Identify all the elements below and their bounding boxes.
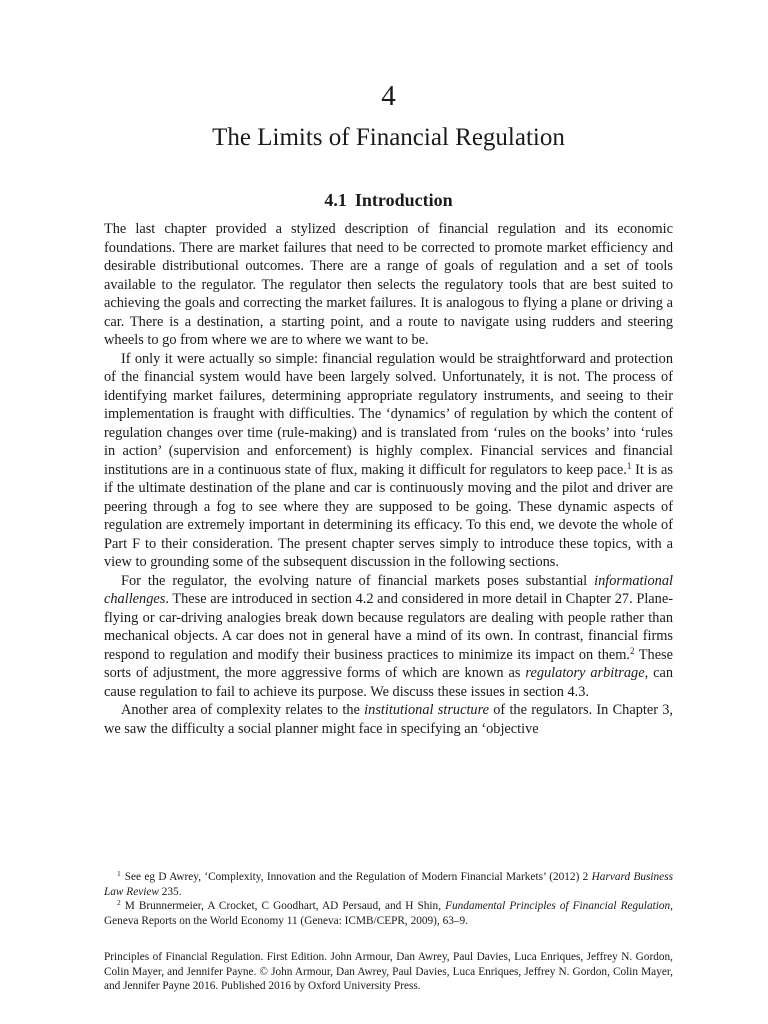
copyright-notice: Principles of Financial Regulation. First Edition. John Armour, Dan Awrey, Paul Davies, Luca Enriques, Jeffrey N. Gordon, Colin Mayer, and Jennifer Payne. © John Armour, Dan Awrey, Paul Davies, Luca Enriques, Jeffrey N. Gordon, Colin Mayer, and Jennifer Payne 2016. Published 2016 by Oxford University Press. xyxy=(104,951,673,992)
text-run: M Brunnermeier, A Crocket, C Goodhart, AD Persaud, and H Shin, xyxy=(124,900,446,912)
footnote xyxy=(104,899,673,928)
text-run: For the regulator, the evolving nature of financial markets poses substantial xyxy=(121,572,595,589)
section-title: Introduction xyxy=(354,190,453,210)
paragraph xyxy=(104,350,673,572)
text-run: , Geneva Reports on the World Economy 11 (Geneva: ICMB/CEPR, 2009), 63–9. xyxy=(104,900,673,927)
emphasized-text: Harvard Business Law Review xyxy=(104,871,673,898)
text-run: See eg D Awrey, ‘Complexity, Innovation and the Regulation of Modern Financial Markets’ (2012) 2 xyxy=(124,871,592,883)
text-run: of the regulators. In Chapter 3, we saw the difficulty a social planner might face in specifying an ‘objective xyxy=(104,702,673,737)
text-run: If only it were actually so simple: financial regulation would be straightforward and protection of the financial system would have been largely solved. Unfortunately, it is not. The process of identifying market failures, determining appropriate regulatory instruments, and seeing to their implementation is fraught with difficulties. The ‘dynamics’ of regulation by which the content of regulation changes over time (rule-making) and is translated from ‘rules on the books’ into ‘rules in action’ (supervision and enforcement) is highly complex. Financial services and financial institutions are in a continuous state of flux, making it difficult for regulators to keep pace. xyxy=(104,350,673,478)
emphasized-text: institutional structure xyxy=(364,702,490,718)
section-number: 4.1 xyxy=(324,190,347,210)
paragraph xyxy=(104,701,673,738)
footnote-reference: 1 xyxy=(626,460,632,471)
text-run: It is as if the ultimate destination of the plane and car is continuously moving and the pilot and driver are peering through a fog to see where they are supposed to be going. These dynamic aspects of regulation are extremely important in determining its efficacy. To this end, we devote the whole of Part F to their consideration. The present chapter serves simply to introduce these topics, with a view to grounding some of the subsequent discussion in the following sections. xyxy=(104,461,673,570)
body-text xyxy=(104,220,673,738)
chapter-title: The Limits of Financial Regulation xyxy=(212,124,565,151)
text-run: Another area of complexity relates to the xyxy=(121,702,365,718)
text-run: The last chapter provided a stylized description of financial regulation and its economic foundations. There are market failures that need to be corrected to promote market efficiency and desirable distributional outcomes. There are a range of goals of regulation and a set of tools available to the regulator. The regulator then selects the regulatory tools that are best suited to achieving the goals and correcting the market failures. It is analogous to flying a plane or driving a car. There is a destination, a starting point, and a route to navigate using rudders and steering wheels to go from where we are to where we want to be. xyxy=(104,221,673,348)
text-run: These sorts of adjustment, the more aggressive forms of which are known as xyxy=(104,646,674,681)
footnote-marker: 2 xyxy=(117,898,121,907)
emphasized-text: informational challenges xyxy=(104,572,673,607)
footnote-reference: 2 xyxy=(630,645,635,656)
footnote xyxy=(104,870,673,899)
footnote-marker: 1 xyxy=(117,869,121,878)
text-run: . These are introduced in section 4.2 and considered in more detail in Chapter 27. Plane-flying or car-driving analogies break down because regulators are dealing with people rather than mechanical objects. A car does not in general have a mind of its own. In contrast, financial firms respond to regulation and modify their business practices to minimize its impact on them. xyxy=(104,591,673,663)
emphasized-text: regulatory arbitrage xyxy=(525,665,645,681)
chapter-number: 4 xyxy=(381,80,396,112)
footnotes xyxy=(104,870,673,928)
paragraph xyxy=(104,572,673,702)
text-run: , can cause regulation to fail to achieve its purpose. We discuss these issues in section 4.3. xyxy=(104,665,673,700)
section-heading xyxy=(104,190,673,211)
text-run: 235. xyxy=(158,885,182,898)
paragraph xyxy=(104,220,673,350)
emphasized-text: Fundamental Principles of Financial Regulation xyxy=(445,900,671,912)
